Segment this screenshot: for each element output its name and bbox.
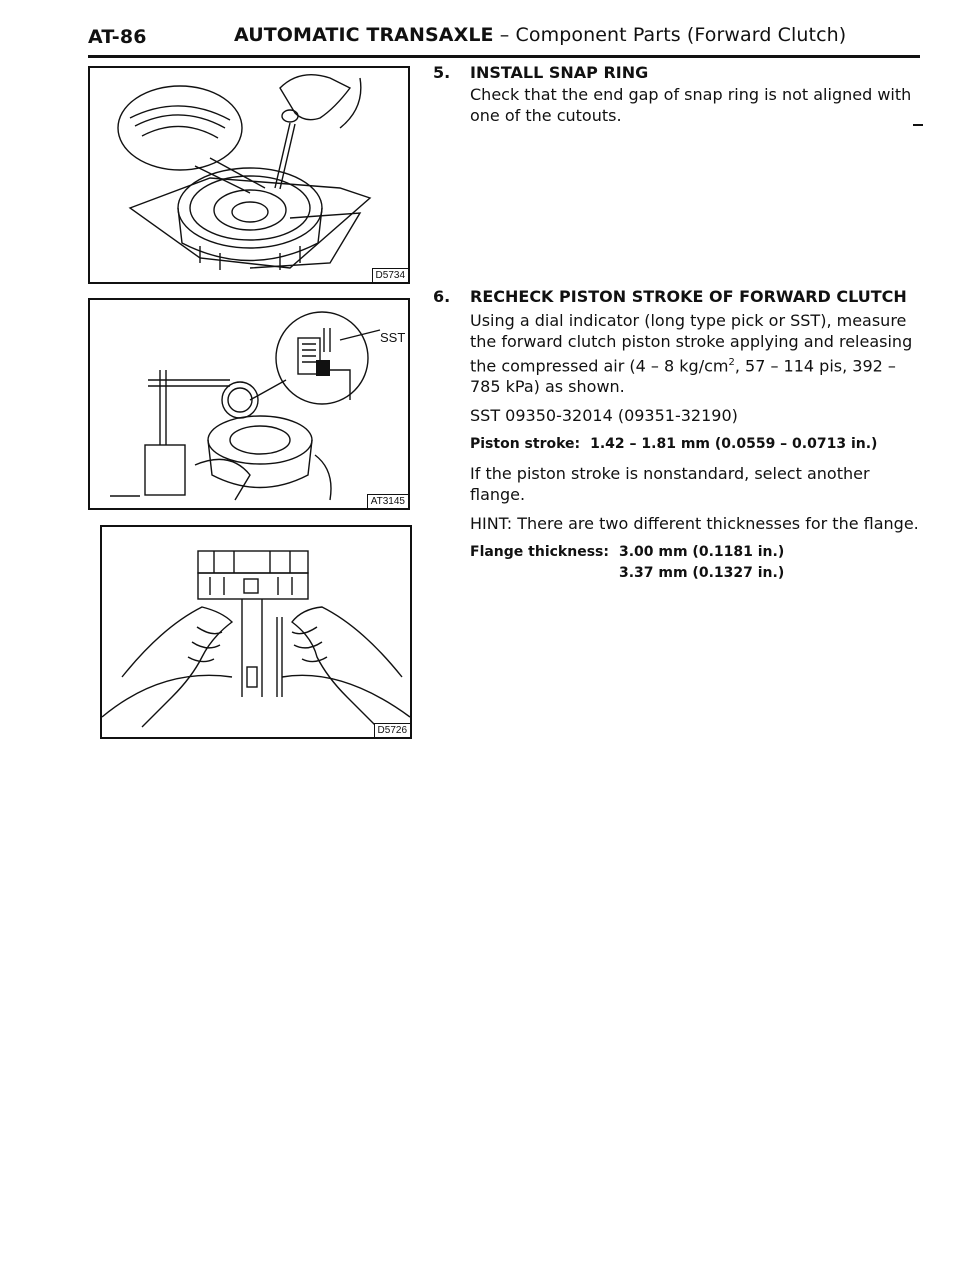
step-text: Check that the end gap of snap ring is not aligned with one of the cutouts. [470, 85, 912, 125]
text-after-sup: , 57 – 114 pis, 392 – 785 kPa) as shown. [470, 356, 896, 397]
step-body [470, 84, 920, 134]
spec-value: 1.42 – 1.81 mm (0.0559 – 0.0713 in.) [590, 436, 878, 453]
flange-value: 3.00 mm (0.1181 in.) [618, 544, 785, 561]
step-body [470, 310, 920, 584]
header-rule [88, 55, 920, 58]
step-number: 6. [433, 287, 451, 306]
sst-number: SST 09350-32014 (09351-32190) [470, 406, 738, 426]
flange-value: 3.37 mm (0.1327 in.) [618, 565, 785, 582]
page-header [88, 18, 920, 58]
page-title [234, 24, 846, 46]
text-before-sup: Using a dial indicator (long type pick or SST), measure the forward clutch piston stroke applying and releasing the compressed air (4 – 8 kg/cm [470, 311, 913, 376]
superscript: 2 [728, 357, 735, 368]
step-5 [433, 62, 920, 132]
page-title-sub: – Component Parts (Forward Clutch) [493, 24, 847, 46]
flange-thickness-spec [470, 542, 920, 584]
page-title-main: AUTOMATIC TRANSAXLE [234, 24, 494, 46]
page-code: AT-86 [88, 26, 147, 48]
flange-label: Flange thickness: [470, 544, 609, 561]
nonstandard-note: If the piston stroke is nonstandard, select another flange. [470, 464, 870, 505]
figure-code: D5726 [374, 723, 410, 737]
snap-ring-illustration [90, 68, 408, 282]
step-text [470, 310, 920, 397]
hint-note: HINT: There are two different thicknesses for the flange. [470, 514, 919, 534]
step-6 [433, 286, 920, 586]
sst-label: SST [380, 330, 406, 345]
figure-dial-indicator [88, 298, 410, 510]
figure-code: AT3145 [367, 494, 408, 508]
flange-illustration [102, 527, 410, 737]
step-title: INSTALL SNAP RING [470, 63, 649, 82]
step-number: 5. [433, 63, 451, 82]
flange-values [619, 542, 784, 584]
figure-flange [100, 525, 412, 739]
figure-code: D5734 [372, 268, 408, 282]
figure-snap-ring [88, 66, 410, 284]
step-title: RECHECK PISTON STROKE OF FORWARD CLUTCH [470, 287, 907, 306]
spec-label: Piston stroke: [470, 436, 581, 453]
margin-mark [913, 124, 923, 126]
piston-stroke-spec [470, 434, 920, 455]
dial-indicator-illustration [90, 300, 408, 508]
